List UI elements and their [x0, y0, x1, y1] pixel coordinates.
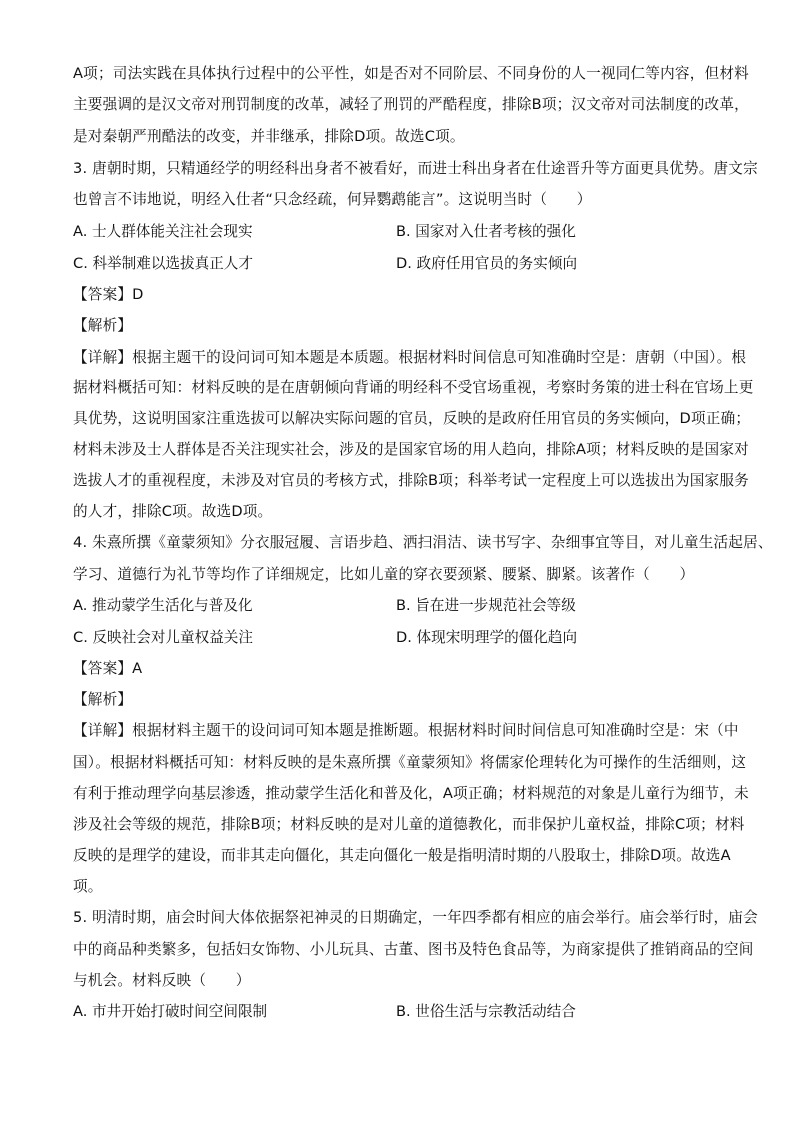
- q5-stem-line-3: 与机会。材料反映（ ）: [73, 972, 251, 989]
- q4-answer: 【答案】A: [73, 660, 143, 677]
- q4-option-c: C. 反映社会对儿童权益关注: [73, 629, 254, 646]
- q3-analysis-label: 【解析】: [73, 317, 133, 334]
- q3-detail-line-2: 据材料概括可知：材料反映的是在唐朝倾向背诵的明经科不受官场重视，考察时务策的进士科在官场上更: [73, 379, 754, 396]
- q2-analysis-line-1: A项；司法实践在具体执行过程中的公平性，如是否对不同阶层、不同身份的人一视同仁等内容，但材料: [73, 65, 749, 82]
- q4-detail-line-6: 项。: [73, 878, 103, 895]
- q4-analysis-label: 【解析】: [73, 691, 133, 708]
- q3-stem-line-2: 也曾言不讳地说，明经入仕者“只念经疏，何异鹦鹉能言”。这说明当时（ ）: [73, 191, 592, 208]
- q3-answer: 【答案】D: [73, 286, 144, 303]
- q3-option-b: B. 国家对入仕者考核的强化: [396, 223, 576, 240]
- q4-detail-line-3: 有利于推动理学向基层渗透，推动蒙学生活化和普及化，A项正确；材料规范的对象是儿童行为细节，未: [73, 785, 749, 802]
- q4-detail-line-2: 国）。根据材料概括可知：材料反映的是朱熹所撰《童蒙须知》将儒家伦理转化为可操作的生活细则，这: [73, 754, 747, 771]
- q4-stem-line-2: 学习、道德行为礼节等均作了详细规定，比如儿童的穿衣要颈紧、腰紧、脚紧。该著作（ ）: [73, 566, 695, 583]
- q3-detail-line-4: 材料未涉及士人群体是否关注现实社会，涉及的是国家官场的用人趋向，排除A项；材料反映的是国家对: [73, 441, 749, 458]
- q5-stem-line-2: 中的商品种类繁多，包括妇女饰物、小儿玩具、古董、图书及特色食品等，为商家提供了推销商品的空间: [73, 941, 754, 958]
- q3-stem-line-1: 3. 唐朝时期，只精通经学的明经科出身者不被看好，而进士科出身者在仕途晋升等方面更具优势。唐文宗: [73, 160, 758, 177]
- q4-detail-line-1: 【详解】根据材料主题干的设问词可知本题是推断题。根据材料时间时间信息可知准确时空是：宋（中: [73, 722, 739, 739]
- q4-detail-line-5: 反映的是理学的建设，而非其走向僵化，其走向僵化一般是指明清时期的八股取士，排除D项。故选A: [73, 847, 731, 864]
- q5-option-b: B. 世俗生活与宗教活动结合: [396, 1003, 576, 1020]
- q3-detail-line-6: 的人才，排除C项。故选D项。: [73, 503, 273, 520]
- q3-detail-line-5: 选拔人才的重视程度，未涉及对官员的考核方式，排除B项；科举考试一定程度上可以选拔出为国家服务: [73, 472, 749, 489]
- q3-detail-line-3: 具优势，这说明国家注重选拔可以解决实际问题的官员，反映的是政府任用官员的务实倾向，D项正确；: [73, 410, 751, 427]
- q2-analysis-line-3: 是对秦朝严刑酷法的改变，并非继承，排除D项。故选C项。: [73, 128, 465, 145]
- q4-detail-line-4: 涉及社会等级的规范，排除B项；材料反映的是对儿童的道德教化，而非保护儿童权益，排除C项；材料: [73, 816, 745, 833]
- q4-option-a: A. 推动蒙学生活化与普及化: [73, 597, 253, 614]
- q3-option-d: D. 政府任用官员的务实倾向: [396, 255, 578, 272]
- q3-detail-line-1: 【详解】根据主题干的设问词可知本题是本质题。根据材料时间信息可知准确时空是：唐朝（中国）。根: [73, 349, 747, 366]
- q5-option-a: A. 市井开始打破时间空间限制: [73, 1003, 268, 1020]
- q4-option-d: D. 体现宋明理学的僵化趋向: [396, 629, 578, 646]
- q2-analysis-line-2: 主要强调的是汉文帝对刑罚制度的改革，减轻了刑罚的严酷程度，排除B项；汉文帝对司法制度的改革，: [73, 96, 749, 113]
- q3-option-a: A. 士人群体能关注社会现实: [73, 223, 253, 240]
- q4-stem-line-1: 4. 朱熹所撰《童蒙须知》分衣服冠履、言语步趋、洒扫涓洁、读书写字、杂细事宜等目，对儿童生活起居、: [73, 534, 773, 551]
- q5-stem-line-1: 5. 明清时期，庙会时间大体依据祭祀神灵的日期确定，一年四季都有相应的庙会举行。庙会举行时，庙会: [73, 909, 758, 926]
- q4-option-b: B. 旨在进一步规范社会等级: [396, 597, 576, 614]
- q3-option-c: C. 科举制难以选拔真正人才: [73, 255, 254, 272]
